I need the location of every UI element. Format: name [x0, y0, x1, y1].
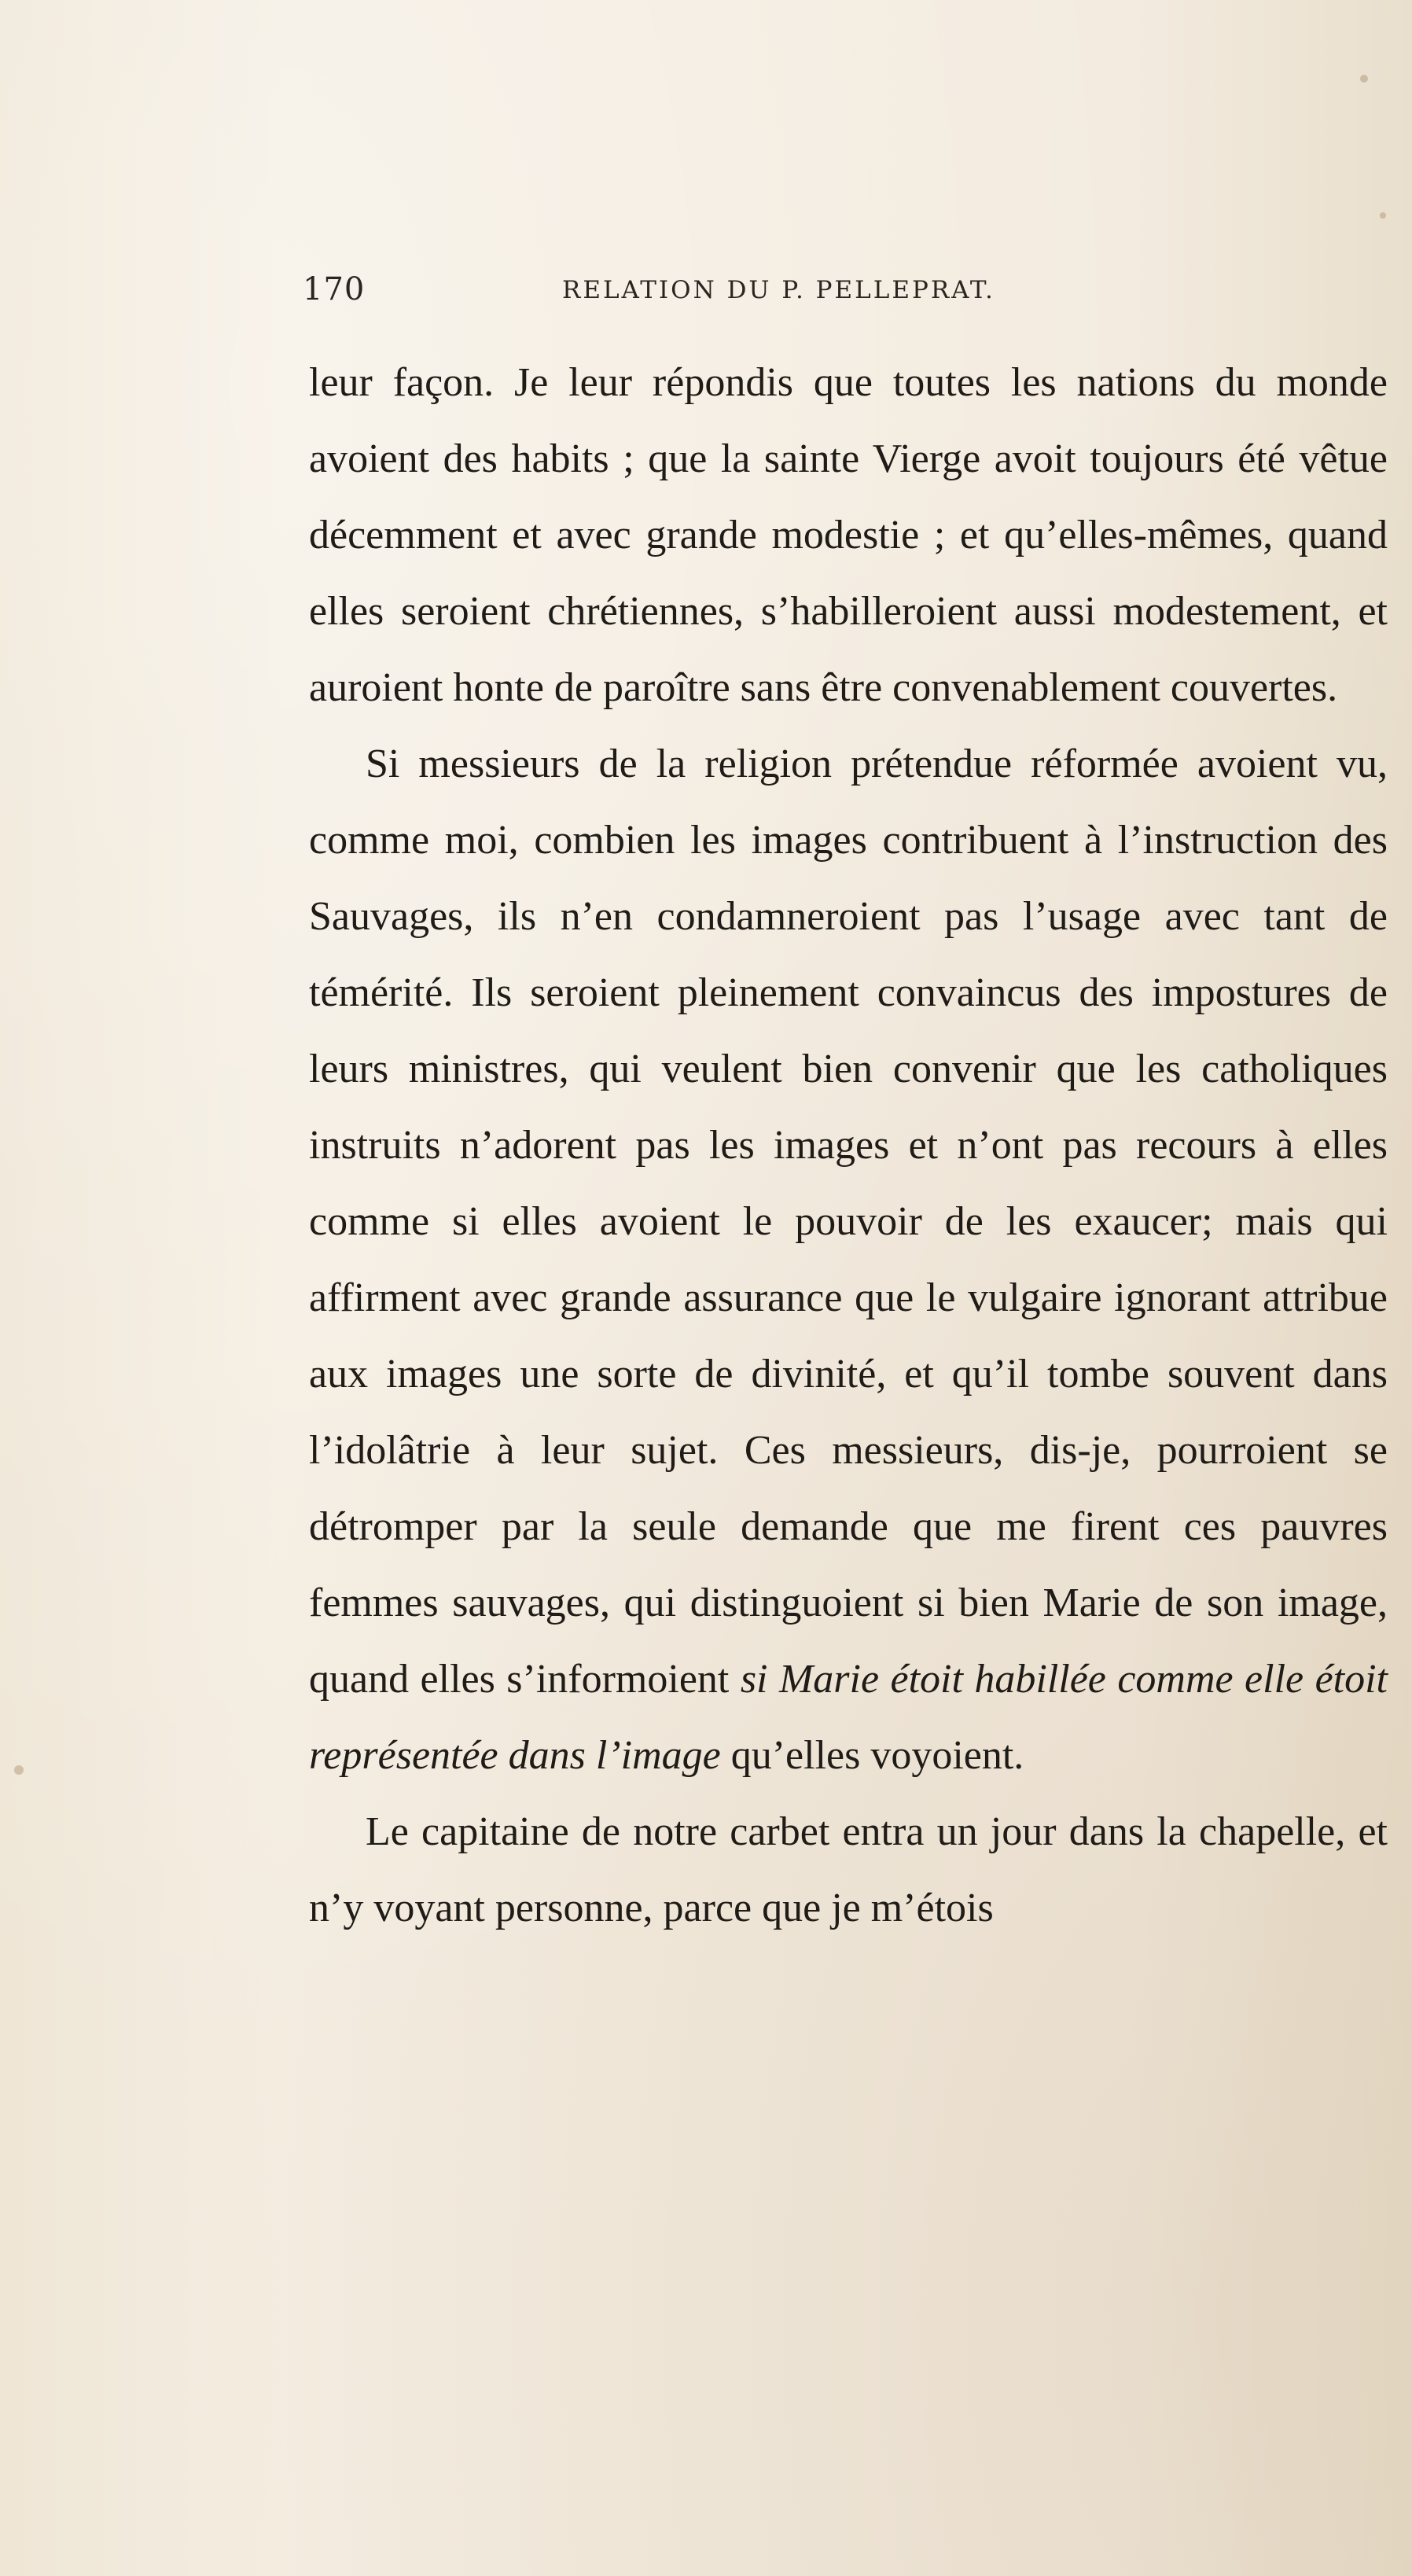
body-text	[309, 344, 1388, 1946]
foxing-spot	[14, 1765, 24, 1775]
paragraph-2-italic: si Marie étoit habillée comme elle étoit représentée dans l’image	[309, 1657, 1388, 1778]
foxing-spot	[1380, 212, 1386, 219]
paragraph-2-text: Si messieurs de la religion prétendue réformée avoient vu, comme moi, combien les images contribuent à l’instruction des Sauvages, ils n’en condamneroient pas l’usage avec tant de témérité. Ils seroient pleinement convaincus des impostures de leurs ministres, qui veulent bien convenir que les catholiques instruits n’adorent pas les images et n’ont pas recours à elles comme si elles avoient le pouvoir de les exaucer; mais qui affirment avec grande assurance que le vulgaire ignorant attribue aux images une sorte de divinité, et qu’il tombe souvent dans l’idolâtrie à leur sujet. Ces messieurs, dis-je, pourroient se détromper par la seule demande que me firent ces pauvres femmes sauvages, qui distinguoient si bien Marie de son image, quand elles s’informoient	[309, 742, 1388, 1702]
running-title: RELATION DU P. PELLEPRAT.	[562, 276, 995, 304]
running-head	[303, 271, 1392, 318]
paragraph-1: leur façon. Je leur répondis que toutes les nations du monde avoient des habits ; que la sainte Vierge avoit toujours été vêtue décemment et avec grande modestie ; et qu’elles-mêmes, quand elles seroient chrétiennes, s’habilleroient aussi modestement, et auroient honte de paroître sans être convenablement couvertes.	[309, 360, 1388, 710]
page-number: 170	[303, 271, 366, 307]
foxing-spot	[1360, 75, 1368, 83]
paragraph-2-end: qu’elles voyoient.	[720, 1733, 1024, 1778]
paragraph-2	[309, 726, 1388, 1794]
paragraph-3: Le capitaine de notre carbet entra un jour dans la chapelle, et n’y voyant personne, parce que je m’étois	[309, 1809, 1388, 1930]
